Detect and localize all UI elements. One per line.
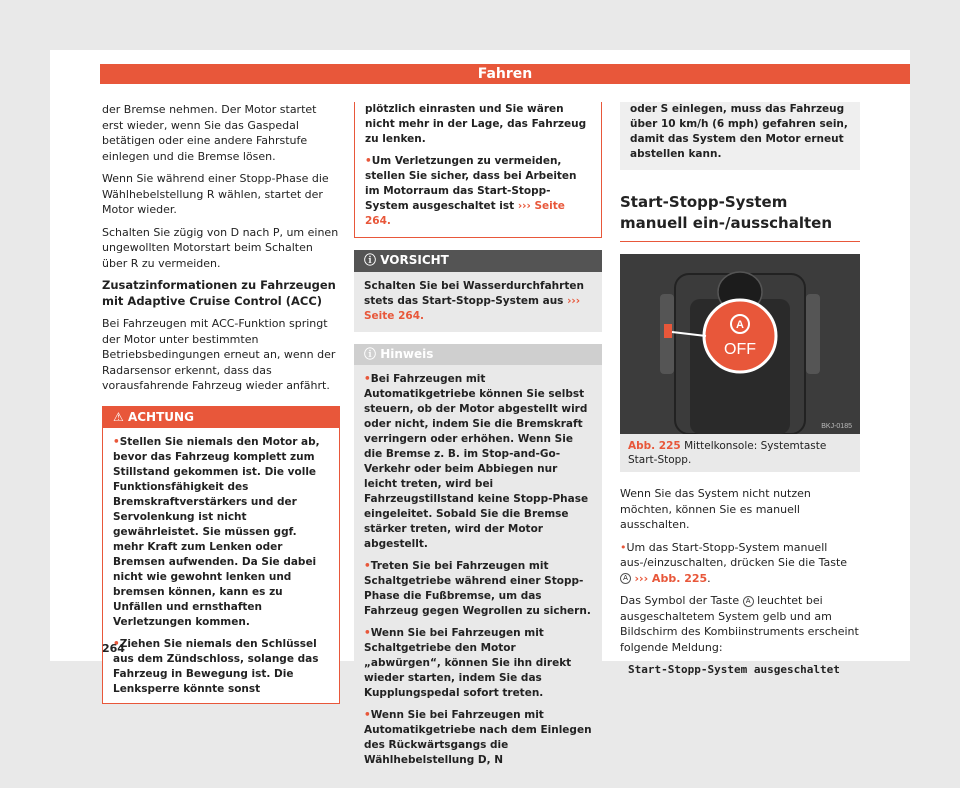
auto-start-stop-icon: A xyxy=(743,596,754,607)
caution-title: VORSICHT xyxy=(380,253,449,267)
warning-body xyxy=(103,428,339,703)
figure xyxy=(620,254,860,472)
center-console-illustration xyxy=(620,254,860,434)
column-middle xyxy=(354,102,602,788)
paragraph: plötzlich einrasten und Sie wären nicht mehr in der Lage, das Fahrzeug zu lenken. xyxy=(365,103,587,145)
note-continuation xyxy=(620,102,860,170)
display-message: Start-Stopp-System ausgeschaltet xyxy=(628,663,840,676)
warning-bullet: • Ziehen Sie niemals den Schlüssel aus dem Zündschloss, solange das Fahrzeug in Bewegung ist. Die Lenksperre könnte sonst xyxy=(113,637,329,697)
note-bullet: • Bei Fahrzeugen mit Automatikgetriebe können Sie selbst steuern, ob der Motor abgestellt wird oder nicht, indem Sie die Bremskraft verringern oder erhöhen. Wenn Sie die Bremse z. B. im Stop-and-Go-Verkehr oder beim Abbiegen nur leicht treten, wird bei Fahrzeugstillstand keine Stopp-Phase eingeleitet. Sobald Sie die Bremse stärker treten, wird der Motor abgestellt. xyxy=(364,372,592,552)
auto-start-stop-icon: A xyxy=(620,573,631,584)
paragraph: Bei Fahrzeugen mit ACC-Funktion springt der Motor unter bestimmten Betriebsbedingungen erneut an, wenn der Radarsensor erkennt, dass das vorausfahrende Fahrzeug wieder anfährt. xyxy=(102,317,336,392)
note-bullet: • Wenn Sie bei Fahrzeugen mit Schaltgetriebe den Motor „abwürgen“, können Sie ihn direkt wieder starten, indem Sie das Kupplungspedal sofort treten. xyxy=(364,626,592,701)
figure-link[interactable]: ››› Abb. 225 xyxy=(634,571,708,585)
off-label: OFF xyxy=(724,341,756,358)
svg-text:A: A xyxy=(736,319,744,331)
caution-body: Schalten Sie bei Wasserdurchfahrten stets das Start-Stopp-System aus ››› Seite 264. xyxy=(364,279,584,322)
instruction-bullet: • Um das Start-Stopp-System manuell aus-/einzuschalten, drücken Sie die Taste A ››› Abb. 225. xyxy=(620,540,860,587)
column-right xyxy=(620,102,860,678)
note-body xyxy=(354,365,602,776)
warning-continuation xyxy=(354,102,602,238)
paragraph: der Bremse nehmen. Der Motor startet erst wieder, wenn Sie das Gaspedal betätigen oder eine andere Fahrstufe einlegen und die Bremse lösen. xyxy=(102,103,317,163)
caution-header xyxy=(354,250,602,272)
note-title: Hinweis xyxy=(380,346,434,361)
warning-box xyxy=(102,406,340,705)
note-bullet: • Wenn Sie bei Fahrzeugen mit Automatikgetriebe nach dem Einlegen des Rückwärtsgangs die Wählhebelstellung D, N xyxy=(364,708,592,768)
warning-bullet: • Um Verletzungen zu vermeiden, stellen Sie sicher, dass bei Arbeiten im Motorraum das Start-Stopp-System ausgeschaltet ist ››› Seite 264. xyxy=(365,154,591,229)
manual-page xyxy=(50,50,910,766)
info-circle-icon: ⓘ xyxy=(364,253,377,267)
page-link[interactable]: ››› Seite 264. xyxy=(365,200,565,227)
note-icon: ⓘ xyxy=(364,346,377,361)
note-bullet: • Treten Sie bei Fahrzeugen mit Schaltgetriebe während einer Stopp-Phase die Fußbremse, um das Fahrzeug gegen Wegrollen zu sichern. xyxy=(364,559,592,619)
section-title: Start-Stopp-System manuell ein-/ausschalten xyxy=(620,192,860,242)
caption-text: Mittelkonsole: Systemtaste Start-Stopp. xyxy=(628,440,827,466)
figure-caption xyxy=(620,434,860,472)
warning-title: ACHTUNG xyxy=(127,409,194,424)
figure-number: Abb. 225 xyxy=(628,440,681,452)
caution-box xyxy=(354,250,602,332)
column-left xyxy=(102,102,340,704)
warning-triangle-icon: ⚠ xyxy=(113,409,124,424)
page-number: 264 xyxy=(102,642,125,655)
warning-header xyxy=(103,407,339,429)
paragraph: Schalten Sie zügig von D nach P, um einen ungewollten Motorstart beim Schalten über R zu vermeiden. xyxy=(102,225,339,270)
paragraph: Wenn Sie während einer Stopp-Phase die Wählhebelstellung R wählen, startet der Motor wieder. xyxy=(102,172,329,216)
page-header: Fahren xyxy=(100,64,910,84)
note-box xyxy=(354,344,602,777)
warning-bullet: • Stellen Sie niemals den Motor ab, bevor das Fahrzeug komplett zum Stillstand gekommen ist. Die volle Funktionsfähigkeit des Bremskraftverstärkers und der Servolenkung ist nicht gewährleistet. Sie müssen ggf. mehr Kraft zum Lenken oder Bremsen aufwenden. Da Sie dabei nicht wie gewohnt lenken und bremsen können, kann es zu Unfällen und ernsthaften Verletzungen kommen. xyxy=(113,435,329,630)
paragraph: Das Symbol der Taste A leuchtet bei ausgeschaltetem System gelb und am Bildschirm des Kombiinstruments erscheint folgende Meldung: xyxy=(620,594,859,654)
paragraph: Wenn Sie das System nicht nutzen möchten, können Sie es manuell ausschalten. xyxy=(620,487,811,531)
figure-image xyxy=(620,254,860,434)
page-link[interactable]: ››› Seite 264. xyxy=(364,294,581,322)
paragraph: oder S einlegen, muss das Fahrzeug über 10 km/h (6 mph) gefahren sein, damit das System den Motor erneut abstellen kann. xyxy=(630,103,848,160)
subheading: Zusatzinformationen zu Fahrzeugen mit Adaptive Cruise Control (ACC) xyxy=(102,278,336,308)
note-header xyxy=(354,344,602,366)
figure-code: BKJ-0185 xyxy=(821,423,852,430)
